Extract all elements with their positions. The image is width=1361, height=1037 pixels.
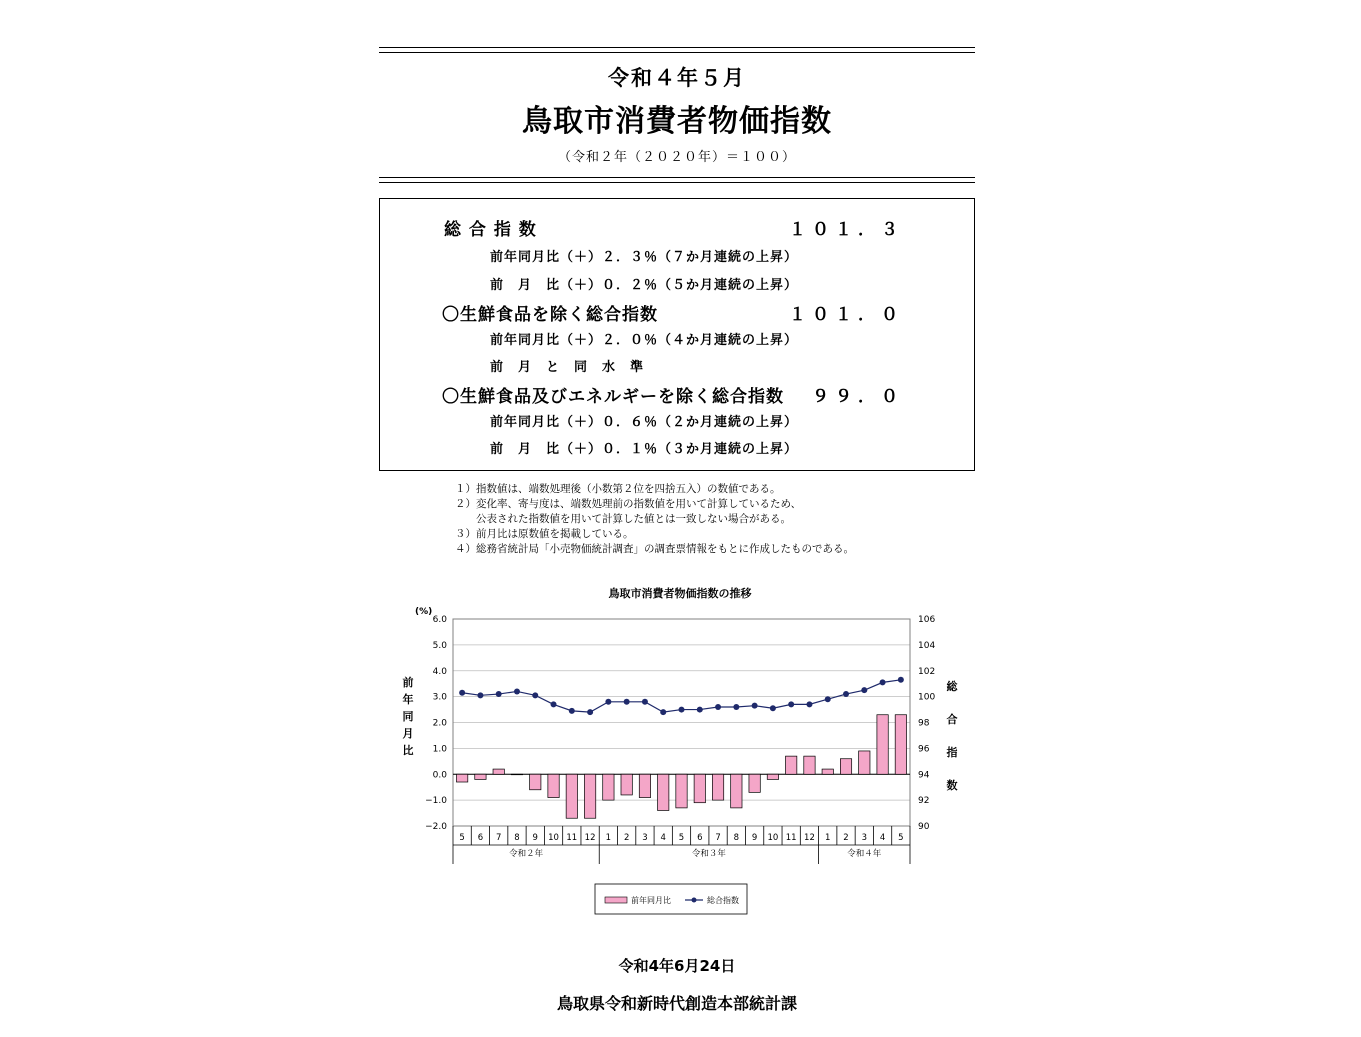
y2-axis-label-char: 総	[946, 680, 958, 693]
x-tick-label: 1	[605, 833, 612, 843]
bar-yoy	[584, 774, 595, 818]
point-overall-index	[733, 704, 739, 710]
issue-date: 令和4年6月24日	[618, 957, 736, 975]
bar-yoy	[621, 774, 632, 795]
point-overall-index	[605, 699, 611, 705]
footnotes	[455, 482, 854, 557]
bar-yoy	[859, 751, 870, 774]
cpi-trend-chart	[395, 580, 965, 920]
legend-label-index: 総合指数	[707, 896, 739, 905]
y-axis-label-char: 同	[402, 710, 414, 723]
point-overall-index	[514, 688, 520, 694]
legend-swatch-point	[692, 898, 697, 903]
y-tick-label: 4.0	[432, 666, 447, 677]
point-overall-index	[788, 701, 794, 707]
point-overall-index	[679, 707, 685, 713]
footnote: ３）前月比は原数値を掲載している。	[455, 528, 634, 540]
x-tick-label: 10	[767, 833, 779, 843]
x-tick-label: 5	[898, 833, 904, 843]
point-overall-index	[843, 691, 849, 697]
y-tick-label: 3.0	[432, 692, 447, 703]
y-tick-label: 5.0	[432, 640, 447, 651]
bar-yoy	[456, 774, 467, 782]
y2-axis-label-char: 合	[946, 713, 958, 726]
y2-tick-label: 92	[918, 796, 930, 807]
point-overall-index	[642, 699, 648, 705]
base-year-note: （令和２年（２０２０年）＝１００）	[557, 150, 796, 165]
point-overall-index	[660, 709, 666, 715]
y2-tick-label: 106	[918, 615, 936, 625]
x-tick-label: 2	[623, 833, 630, 843]
bar-yoy	[530, 774, 541, 790]
point-overall-index	[880, 679, 886, 685]
point-overall-index	[752, 703, 758, 709]
year-group-label: 令和４年	[847, 849, 882, 859]
x-tick-label: 10	[548, 833, 559, 843]
x-tick-label: 3	[642, 833, 648, 843]
bar-yoy	[767, 774, 778, 779]
x-tick-label: 9	[751, 833, 758, 843]
x-tick-label: 5	[459, 833, 465, 843]
core-core-mom: 前 月 比（＋）０．１％（３か月連続の上昇）	[490, 442, 799, 457]
x-tick-label: 2	[843, 833, 849, 843]
x-tick-label: 3	[861, 833, 868, 843]
overall-yoy: 前年同月比（＋）２．３％（７か月連続の上昇）	[490, 250, 799, 265]
y2-tick-label: 98	[918, 718, 930, 729]
point-overall-index	[715, 704, 721, 710]
x-tick-label: 7	[495, 833, 502, 843]
y-tick-label: 0.0	[432, 770, 447, 781]
bar-yoy	[639, 774, 650, 797]
page-title: 鳥取市消費者物価指数	[522, 104, 832, 139]
point-overall-index	[587, 709, 593, 715]
footnote: ４）総務省統計局「小売物価統計調査」の調査票情報をもとに作成したものである。	[455, 543, 854, 555]
x-tick-label: 11	[566, 833, 578, 843]
legend-label-yoy: 前年同月比	[631, 896, 671, 905]
point-overall-index	[459, 690, 465, 696]
x-tick-label: 5	[678, 833, 685, 843]
y-tick-label: 2.0	[432, 718, 447, 729]
bar-yoy	[603, 774, 614, 800]
year-group-label: 令和２年	[509, 849, 544, 859]
core-core-yoy: 前年同月比（＋）０．６％（２か月連続の上昇）	[490, 415, 799, 430]
point-overall-index	[770, 705, 776, 711]
point-overall-index	[697, 707, 703, 713]
bar-yoy	[822, 769, 833, 774]
chart-title: 鳥取市消費者物価指数の推移	[608, 587, 752, 600]
core-core-index-value: ９９．０	[812, 387, 904, 407]
bar-yoy	[475, 774, 486, 779]
x-tick-label: 12	[584, 833, 596, 843]
x-tick-label: 7	[715, 833, 721, 843]
y2-tick-label: 94	[918, 770, 930, 781]
legend-swatch-bar	[605, 897, 627, 903]
y-tick-label: 6.0	[432, 615, 447, 625]
issuing-office: 鳥取県令和新時代創造本部統計課	[556, 994, 797, 1013]
y-tick-label: −2.0	[425, 822, 447, 832]
bar-yoy	[895, 715, 906, 775]
point-overall-index	[477, 692, 483, 698]
y-tick-label: −1.0	[425, 796, 447, 807]
x-tick-label: 6	[477, 833, 484, 843]
point-overall-index	[825, 696, 831, 702]
bar-yoy	[749, 774, 760, 792]
y2-tick-label: 102	[918, 666, 936, 677]
y-axis-label-char: 比	[402, 744, 414, 757]
bar-yoy	[731, 774, 742, 808]
x-tick-label: 6	[697, 833, 703, 843]
summary-box	[379, 198, 975, 471]
point-overall-index	[496, 691, 502, 697]
bar-yoy	[566, 774, 577, 818]
point-overall-index	[551, 701, 557, 707]
x-tick-label: 9	[532, 833, 538, 843]
y-axis-label-char: 前	[402, 676, 414, 689]
overall-index-value: １０１．３	[789, 220, 904, 240]
overall-index-label: 総 合 指 数	[444, 220, 537, 240]
bar-yoy	[658, 774, 669, 810]
header-bottom-rule	[379, 177, 975, 183]
point-overall-index	[806, 701, 812, 707]
x-tick-label: 11	[785, 833, 797, 843]
core-index-label: 〇生鮮食品を除く総合指数	[442, 305, 658, 325]
bar-yoy	[804, 756, 815, 774]
point-overall-index	[624, 699, 630, 705]
bar-yoy	[694, 774, 705, 802]
x-tick-label: 8	[733, 833, 740, 843]
year-group-label: 令和３年	[691, 849, 726, 859]
x-tick-label: 4	[879, 833, 886, 843]
bar-yoy	[493, 769, 504, 774]
top-rule	[379, 47, 975, 53]
bar-yoy	[548, 774, 559, 797]
y2-tick-label: 100	[918, 692, 936, 703]
footnote: ２）変化率、寄与度は、端数処理前の指数値を用いて計算しているため、	[455, 498, 802, 510]
footnote: 公表された指数値を用いて計算した値とは一致しない場合がある。	[455, 513, 791, 525]
point-overall-index	[861, 687, 867, 693]
bar-yoy	[840, 759, 851, 775]
y-tick-label: 1.0	[432, 744, 447, 755]
y2-axis-label-char: 数	[946, 779, 958, 792]
x-tick-label: 1	[825, 833, 831, 843]
point-overall-index	[898, 677, 904, 683]
bar-yoy	[712, 774, 723, 800]
y-axis-label-char: 年	[402, 693, 414, 706]
bar-yoy	[877, 715, 888, 775]
y-axis-label-char: 月	[402, 727, 414, 740]
x-tick-label: 8	[514, 833, 520, 843]
y2-tick-label: 96	[918, 744, 930, 755]
y2-tick-label: 104	[918, 640, 936, 651]
x-tick-label: 4	[660, 833, 666, 843]
overall-mom: 前 月 比（＋）０．２％（５か月連続の上昇）	[490, 278, 799, 293]
core-mom: 前 月 と 同 水 準	[490, 360, 645, 375]
bar-yoy	[511, 774, 522, 775]
x-tick-label: 12	[804, 833, 815, 843]
core-core-index-label: 〇生鮮食品及びエネルギーを除く総合指数	[442, 387, 784, 407]
core-yoy: 前年同月比（＋）２．０％（４か月連続の上昇）	[490, 333, 799, 348]
footnote: １）指数値は、端数処理後（小数第２位を四捨五入）の数値である。	[455, 483, 781, 495]
report-period: 令和４年５月	[608, 66, 746, 90]
y-unit-label: (%)	[415, 607, 433, 617]
y2-axis-label-char: 指	[946, 746, 958, 759]
point-overall-index	[569, 708, 575, 714]
y2-tick-label: 90	[918, 822, 930, 832]
point-overall-index	[532, 692, 538, 698]
bar-yoy	[676, 774, 687, 808]
bar-yoy	[786, 756, 797, 774]
core-index-value: １０１．０	[789, 305, 904, 325]
